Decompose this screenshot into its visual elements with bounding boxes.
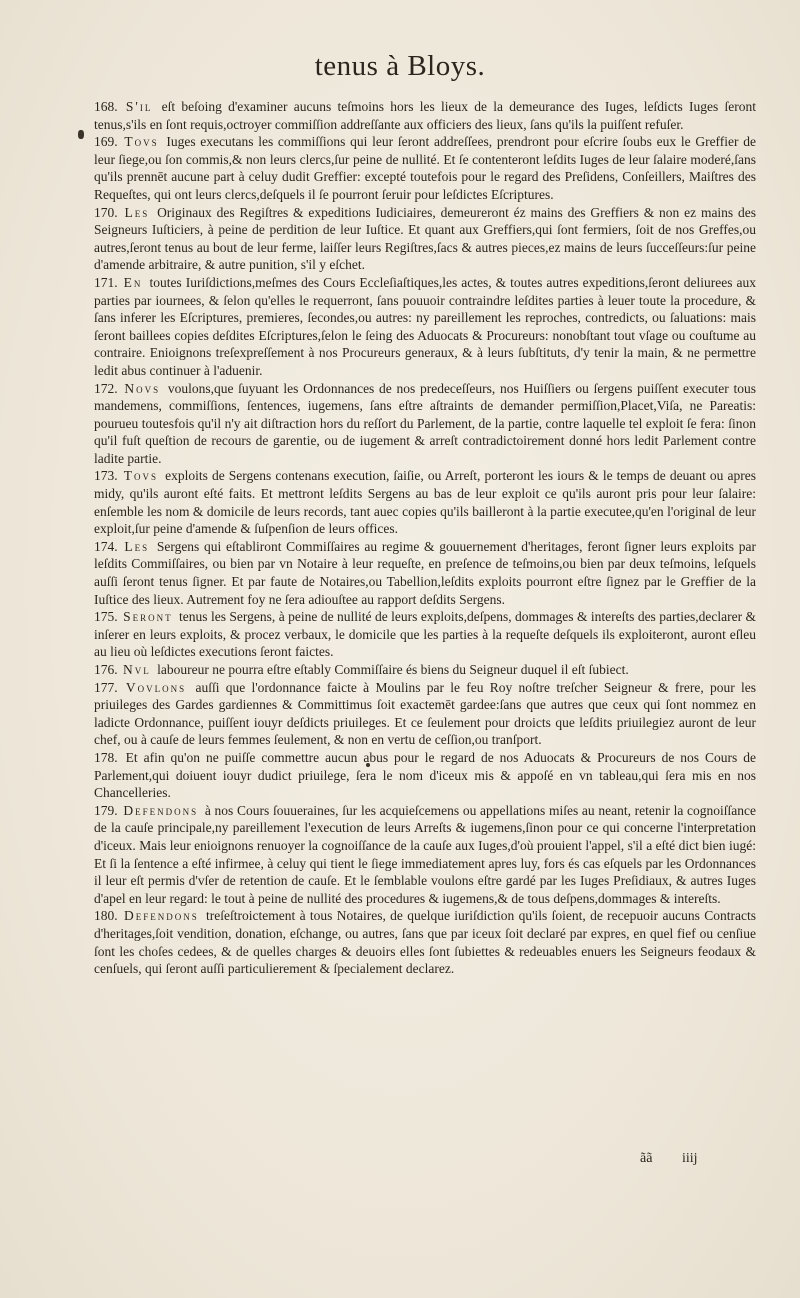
article-number: 175. xyxy=(94,609,118,625)
article-body: voulons,que ſuyuant les Ordonnances de nos predeceſſeurs, nos Huiſſiers ou ſergens puiſſent executer tous mandemens, commiſſions, ſentences, iugemens, ſans eſtre aſtraints de demander permiſſion,Placet,Viſa, ne Pareatis: pourueu toutesfois qu'il n'y ait diſtraction hors du reſſort du Parlement, de la partie, contre laquelle tel exploit ſe fera: ſinon qu'il fuſt queſtion de recours de garentie, ou de iugement & arreſt contradictoirement donné hors ledit Parlement contre ladite partie. xyxy=(94,380,756,466)
article-body: toutes Iuriſdictions,meſmes des Cours Eccleſiaſtiques,les actes, & toutes autres expeditions,ſeront deliurees aux parties par iournees, & ſelon qu'elles le requerront, ſans pouuoir contraindre leſdites parties à leuer toute la procedure, & ſans inferer les Eſcriptures, premieres, ſecondes,ou autres: ny pareillement les reproches, contredicts, ou ſaluations: mais ſeront baillees copies deſdites Eſcriptures,ſelon le ſeing des Aduocats & Procureurs: nonobſtant tout vſage ou couſtume au contraire. Enioignons treſexpreſſement à nos Procureurs generaux, & à leurs ſubſtituts, d'y tenir la main, & ne permettre ledit abus continuer à l'aduenir. xyxy=(94,274,757,378)
article-lead-word: Nvl xyxy=(123,662,151,677)
article-178 xyxy=(94,749,756,802)
article-lead-word: Vovlons xyxy=(125,679,187,695)
article-lead-word: Les xyxy=(124,538,150,554)
article-170 xyxy=(94,204,756,274)
article-body: Originaux des Regiſtres & expeditions Iudiciaires, demeureront éz mains des Greffiers & non ez mains des Seigneurs Iuſticiers, à peine de perdition de leur Iuſtice. Et quant aux Greffiers,qui ſont fermiers, ſoit de nos Greffes,ou autres,ſeront tenus au bout de leur ferme, laiſſer leurs Regiſtres,ſacs & autres pieces,ez mains de leurs ſucceſſeurs:ſur peine d'amende arbitraire, & autre punition, s'il y eſchet. xyxy=(94,204,757,273)
article-176 xyxy=(94,661,756,679)
ink-blot-mark xyxy=(78,130,84,139)
page-footer xyxy=(640,1151,724,1167)
article-179 xyxy=(94,802,756,908)
article-lead-word: S'il xyxy=(125,99,153,114)
article-text-block xyxy=(94,98,756,978)
article-180 xyxy=(94,907,756,977)
article-body: auſſi que l'ordonnance faicte à Moulins par le feu Roy noſtre treſcher Seigneur & frere, pour les priuileges des Gardes gardiennes & Committimus ſoit exactemēt gardee:ſans que autres que ceux qui ſont nommez en ladicte Ordonnance, puiſſent iouyr deſdicts priuileges. Et ce ſeulement pour droicts que leſdits priuilegiez auront de leur chef, ou à cauſe de leurs femmes ſeulement, & non en vertu de ceſſion,ou tranſport. xyxy=(94,679,757,748)
article-number: 168. xyxy=(94,99,118,114)
article-number: 176. xyxy=(94,662,118,677)
article-number: 170. xyxy=(94,204,118,220)
article-lead-word: Defendons xyxy=(123,802,199,818)
article-lead-word: Les xyxy=(124,204,150,220)
article-number: 173. xyxy=(94,468,118,484)
article-body: laboureur ne pourra eſtre eſtably Commiſſaire és biens du Seigneur duquel il eſt ſubiect. xyxy=(157,662,629,677)
article-body: à nos Cours ſouueraines, ſur les acquieſcemens ou appellations miſes au neant, retenir la cognoiſſance de la cauſe principale,ny pareillement l'execution de leurs Arreſts & iugemens,ſinon pour ce qui concerne l'interpretation d'iceux. Mais leur enioignons renuoyer la cognoiſſance de la cauſe aux Iuges,d'où prouient l'appel, s'il a eſté dict bien iugé: Et ſi la ſentence a eſté infirmee, à celuy qui tient le ſiege immediatement apres luy, fors és cas eſquels par les Ordonnances il leur eſt permis d'vſer de retention de cauſe. Et le ſemblable voulons eſtre gardé par les Iuges Preſidiaux, & autres Iuges d'apel en leur regard: le tout à peine de nullité des procedures & iugemens,& de tous deſpens,dommages & intereſts. xyxy=(94,802,757,906)
article-number: 179. xyxy=(94,802,118,818)
article-number: 169. xyxy=(94,134,118,150)
article-number: 174. xyxy=(94,538,118,554)
article-177 xyxy=(94,679,756,749)
article-174 xyxy=(94,538,756,608)
article-168 xyxy=(94,98,756,133)
article-body: Et afin qu'on ne puiſſe commettre aucun abus pour le regard de nos Aduocats & Procureurs de nos Cours de Parlement,qui doiuent iouyr dudict priuilege, ſera le nom d'iceux mis & appoſé en vn tableau,qui ſera mis en nos Chancelleries. xyxy=(94,749,756,801)
article-lead-word: Tovs xyxy=(123,468,158,484)
article-lead-word: Novs xyxy=(124,380,161,396)
article-body: tenus les Sergens, à peine de nullité de leurs exploits,deſpens, dommages & intereſts des parties,declarer & inſerer en leurs exploits, & procez verbaux, le domicile que les parties à la requeſte deſquels ils exploiteront, auront eſleu au lieu où leſdictes executions ſeront faictes. xyxy=(94,609,757,660)
article-body: Iuges executans les commiſſions qui leur ſeront addreſſees, prendront pour eſcrire ſoubs eux le Greffier de leur ſiege,ou ſon commis,& non leurs clercs,ſur peine de nullité. Et ſe contenteront leſdits Iuges de leur ſalaire moderé,ſans qu'ils prennēt aucune part à celuy dudit Greffier: excepté toutefois pour le regard des Preſidens, Conſeillers, Maiſtres des Requeſtes, qui ont leurs clercs,deſquels il ſe pourront ſeruir pour leſdictes Eſcriptures. xyxy=(94,134,757,202)
article-175 xyxy=(94,608,756,661)
article-lead-word: En xyxy=(123,274,143,290)
article-173 xyxy=(94,467,756,537)
article-number: 177. xyxy=(94,679,118,695)
folio-number: iiij xyxy=(681,1151,698,1166)
signature-mark: ãã xyxy=(640,1151,653,1166)
article-body: exploits de Sergens contenans execution, ſaiſie, ou Arreſt, porteront les iours & le temps de deuant ou apres midy, qu'ils auront eſté faits. Et mettront leſdits Sergens au bas de leur exploit ce qu'ils auront pris pour leur ſalaire: enſemble les nom & domicile de leurs records, tant auec copies qu'ils bailleront à la partie executee,qu'en l'original de leur exploit,ſur peine d'amende & ſuſpenſion de leurs offices. xyxy=(94,468,757,537)
page-title: tenus à Bloys. xyxy=(314,50,486,82)
article-number: 171. xyxy=(94,274,118,290)
article-number: 178. xyxy=(94,749,118,765)
article-lead-word: Defendons xyxy=(123,908,199,924)
article-number: 172. xyxy=(94,380,118,396)
article-171 xyxy=(94,274,756,380)
article-body: treſeſtroictement à tous Notaires, de quelque iuriſdiction qu'ils ſoient, de recepuoir aucuns Contracts d'heritages,ſoit vendition, donation, eſchange, ou autres, ſans que par iceux ſoit declaré par expres, en quel fief ou cenſiue ſont les choſes cedees, & de quelles charges & deuoirs elles ſont ſubiettes & redeuables enuers les Seigneurs feodaux & cenſuels, qui ſeront auſſi particulierement & ſpecialement declarez. xyxy=(94,908,756,977)
article-172 xyxy=(94,380,756,468)
article-169 xyxy=(94,133,756,203)
article-body: eſt beſoing d'examiner aucuns teſmoins hors les lieux de la demeurance des Iuges, leſdicts Iuges ſeront tenus,s'ils en ſont requis,octroyer commiſſion addreſſante aux officiers des lieux, ſans qu'ils la puiſſent refuſer. xyxy=(94,99,757,132)
article-number: 180. xyxy=(94,908,118,924)
article-body: Sergens qui eſtabliront Commiſſaires au regime & gouuernement d'heritages, feront ſigner leurs exploits par leſdits Commiſſaires, ou bien par vn Notaire à leur requeſte, en preſence de teſmoins,ou bien par deux teſmoins, leſquels auſſi ſeront tenus ſigner. Et par faute de Notaires,ou Tabellion,leſdits exploits pourront eſtre ſignez par le Greffier de la Iuſtice des lieux. Autrement foy ne ſera adiouſtee au rapport deſdits Sergens. xyxy=(94,538,757,607)
article-lead-word: Tovs xyxy=(124,134,159,150)
article-lead-word: Seront xyxy=(123,609,173,625)
